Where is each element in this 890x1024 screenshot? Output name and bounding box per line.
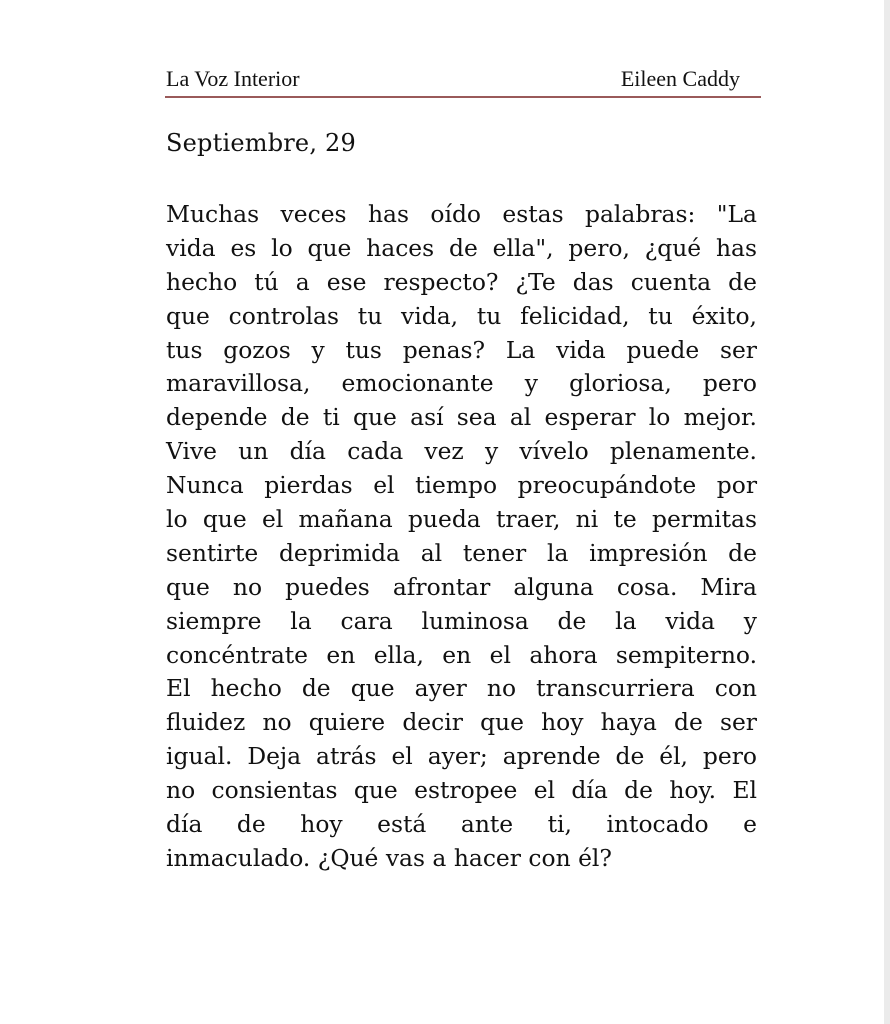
body-line: lo que el mañana pueda traer, ni te permitas xyxy=(166,505,757,534)
body-line: vida es lo que haces de ella", pero, ¿qué has xyxy=(166,233,757,262)
body-line: Nunca pierdas el tiempo preocupándote por xyxy=(166,471,757,500)
entry-date: Septiembre, 29 xyxy=(166,129,356,157)
body-line: que no puedes afrontar alguna cosa. Mira xyxy=(166,572,757,601)
author-name: Eileen Caddy xyxy=(620,66,740,91)
body-line: día de hoy está ante ti, intocado e xyxy=(166,810,757,839)
body-line: concéntrate en ella, en el ahora sempiterno. xyxy=(166,640,757,669)
body-line: sentirte deprimida al tener la impresión de xyxy=(166,538,757,567)
body-line: igual. Deja atrás el ayer; aprende de él, pero xyxy=(166,742,757,771)
body-line: siempre la cara luminosa de la vida y xyxy=(166,606,757,635)
body-line: tus gozos y tus penas? La vida puede ser xyxy=(166,335,757,364)
body-line: no consientas que estropee el día de hoy. El xyxy=(166,776,757,805)
body-line: hecho tú a ese respecto? ¿Te das cuenta de xyxy=(166,267,757,296)
running-header xyxy=(165,64,761,98)
body-line: depende de ti que así sea al esperar lo mejor. xyxy=(166,403,757,432)
body-line: Vive un día cada vez y vívelo plenamente. xyxy=(166,437,757,466)
body-line: que controlas tu vida, tu felicidad, tu éxito, xyxy=(166,301,757,330)
body-line-last: inmaculado. ¿Qué vas a hacer con él? xyxy=(166,843,612,872)
book-title: La Voz Interior xyxy=(166,66,300,91)
entry-body xyxy=(166,198,757,876)
body-line: El hecho de que ayer no transcurriera con xyxy=(166,674,757,703)
body-line: fluidez no quiere decir que hoy haya de ser xyxy=(166,708,757,737)
body-line: Muchas veces has oído estas palabras: "La xyxy=(166,200,757,228)
scrollbar-track[interactable] xyxy=(884,0,890,1024)
body-line: maravillosa, emocionante y gloriosa, pero xyxy=(166,369,757,398)
